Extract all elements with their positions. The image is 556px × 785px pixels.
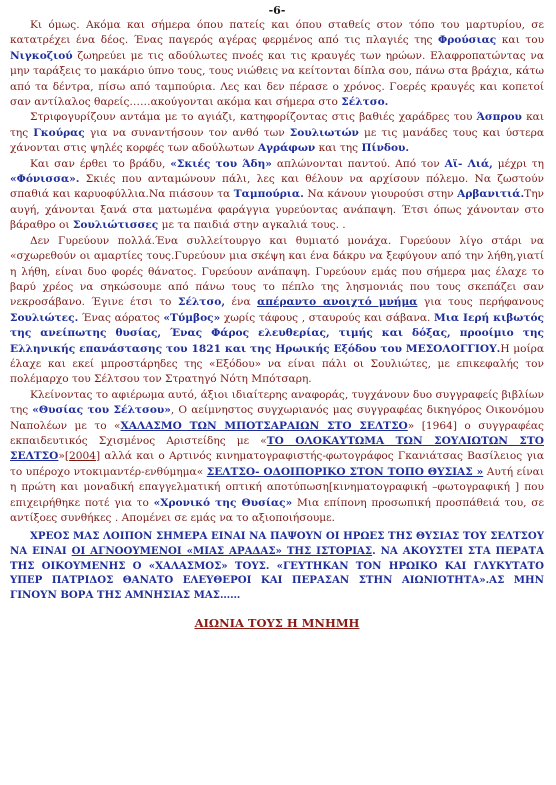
place-name: Πίνδου. bbox=[361, 142, 410, 155]
highlighted-term: Σουλιώτισσες bbox=[72, 219, 159, 232]
highlighted-term: Σουλιωτών bbox=[289, 126, 359, 139]
highlighted-term: Σουλιώτες. bbox=[10, 311, 79, 324]
underlined-phrase: απέραντο ανοιχτό μνήμα bbox=[257, 296, 418, 309]
book-title: ΤΟ ΟΛΟΚΑΥΤΩΜΑ ΤΩΝ ΣΟΥΛΙΩΤΩΝ ΣΤΟ ΣΕΛΤΣΟ bbox=[10, 434, 544, 463]
place-name: Ταμπούρια. bbox=[233, 188, 304, 201]
closing-line: ΑΙΩΝΙΑ ΤΟΥΣ Η ΜΝΗΜΗ bbox=[194, 616, 360, 631]
page-number: -6- bbox=[268, 4, 286, 17]
place-name: Αρβανιτιά. bbox=[457, 188, 525, 201]
place-name: Νιγκοζιού bbox=[10, 49, 73, 62]
document-page bbox=[10, 4, 544, 630]
place-name: «Φόνισσα». bbox=[10, 173, 80, 186]
paragraph-6: ΧΡΕΟΣ ΜΑΣ ΛΟΙΠΟΝ ΣΗΜΕΡΑ ΕΙΝΑΙ ΝΑ ΠΑΨΟΥΝ ΟΙ ΗΡΩΕΣ ΤΗΣ ΘΥΣΙΑΣ ΤΟΥ ΣΕΛΤΣΟΥ ΝΑ ΕΙΝΑΙ ΟΙ ΑΓΝΟΟΥΜΕΝΟΙ «ΜΙΑΣ ΑΡΑΔΑΣ» ΤΗΣ ΙΣΤΟΡΙΑΣ. ΝΑ ΑΚΟΥΣΤΕΙ ΣΤΑ ΠΕΡΑΤΑ ΤΗΣ ΟΙΚΟΥΜΕΝΗΣ Ο «ΧΑΛΑΣΜΟΣ» ΤΟΥΣ. «ΓΕΥΤΗΚΑΝ ΤΟΝ ΗΡΩΙΚΟ ΚΑΙ ΓΛΥΚΥΤΑΤΟ ΥΠΕΡ ΠΑΤΡΙΔΟΣ ΘΑΝΑΤΟ ΕΛΕΥΘΕΡΟΙ ΚΑΙ ΠΕΡΑΣΑΝ ΣΤΗΝ ΑΙΩΝΙΟΤΗΤΑ».ΑΣ ΜΗΝ ΓΙΝΟΥΝ ΒΟΡΑ ΤΗΣ ΑΜΝΗΣΙΑΣ ΜΑΣ…… bbox=[10, 530, 544, 601]
place-name: Αϊ- Λιά, bbox=[444, 157, 493, 170]
highlighted-term: «Σκιές του Άδη» bbox=[170, 157, 272, 170]
highlighted-term: «Τύμβος» bbox=[163, 311, 221, 324]
paragraph-2: Στριφογυρίζουν αντάμα με το αγιάζι, κατηφορίζοντας στις βαθιές χαράδρες του Άσπρου και της Γκούρας για να συναντήσουν τον ανθό των Σουλιωτών με τις μανάδες τους και ύστερα χάνονται στις ψηλές κορφές των αδούλωτων Αγράφων και της Πίνδου. bbox=[10, 111, 544, 155]
documentary-title: ΣΕΛΤΣΟ- ΟΔΟΙΠΟΡΙΚΟ ΣΤΟΝ ΤΟΠΟ ΘΥΣΙΑΣ » bbox=[206, 465, 484, 478]
publication-year: 2004 bbox=[69, 450, 96, 463]
paragraph-3: Και σαν έρθει το βράδυ, «Σκιές του Άδη» απλώνονται παντού. Από τον Αϊ- Λιά, μέχρι τη «Φόνισσα». Σκιές που ανταμώνουν πάλι, λες και θέλουν να αρχίσουν πόλεμο. Να ζωστούν σπαθιά και καρυοφύλλια.Να πιάσουν τα Ταμπούρια. Να κάνουν γιουρούσι στην Αρβανιτιά.Την αυγή, χάνονται ξανά στα ματωμένα φαράγγια γυρεύοντας ανάπαψη. Έτσι όπως χάνονταν στο βάραθρο οι Σουλιώτισσες με τα παιδιά στην αγκαλιά τους. . bbox=[10, 157, 544, 232]
place-name: Γκούρας bbox=[33, 126, 85, 139]
book-title: ΧΑΛΑΣΜΟ ΤΩΝ ΜΠΟΤΣΑΡΑΙΩΝ ΣΤΟ ΣΕΛΤΣΟ bbox=[120, 419, 408, 432]
place-name: Σέλτσο. bbox=[341, 96, 389, 109]
underlined-phrase: ΟΙ ΑΓΝΟΟΥΜΕΝΟΙ «ΜΙΑΣ ΑΡΑΔΑΣ» ΤΗΣ ΙΣΤΟΡΙΑΣ bbox=[71, 545, 373, 557]
place-name: Άσπρου bbox=[476, 111, 522, 124]
place-name: Φρούσιας bbox=[437, 34, 497, 47]
highlighted-term: «Χρονικό της Θυσίας» bbox=[153, 496, 293, 509]
paragraph-5: Κλείνοντας το αφιέρωμα αυτό, άξιοι ιδιαίτερης αναφοράς, τυγχάνουν δυο συγγραφείς βιβλίων της «Θυσίας του Σέλτσου», Ο αείμνηστος συγχωριανός μας συγγραφέας δικηγόρος Οικονόμου Ναπολέων με το «ΧΑΛΑΣΜΟ ΤΩΝ ΜΠΟΤΣΑΡΑΙΩΝ ΣΤΟ ΣΕΛΤΣΟ» [1964] ο συγγραφέας εκπαιδευτικός Σχισμένος Αριστείδης με «ΤΟ ΟΛΟΚΑΥΤΩΜΑ ΤΩΝ ΣΟΥΛΙΩΤΩΝ ΣΤΟ ΣΕΛΤΣΟ»[2004] αλλά και ο Αρτινός κινηματογραφιστής-φωτογράφος Γκανιάτσας Βασίλειος για το υπέροχο ντοκιμαντέρ-ενθύμημα« ΣΕΛΤΣΟ- ΟΔΟΙΠΟΡΙΚΟ ΣΤΟΝ ΤΟΠΟ ΘΥΣΙΑΣ » Αυτή είναι η πρώτη και μοναδική επαγγελματική οπτική αποτύπωση[κινηματογραφική –φωτογραφική ] που επιχειρήθηκε ποτέ για το «Χρονικό της Θυσίας» Μια επίπονη προσωπική προσπάθειά του, σε αντίξοες συνθήκες . Απομένει σε εμάς να το αξιοποιήσουμε. bbox=[10, 388, 544, 524]
place-name: Αγράφων bbox=[257, 142, 316, 155]
paragraph-4: Δεν Γυρεύουν πολλά.Ένα συλλείτουργο και θυμιατό μονάχα. Γυρεύουν λίγο στάρι να «σχωρεθούν οι αμαρτίες τους.Γυρεύουν μια σκέψη και ένα δάκρυ να ξεφύγουν από την λήθη,γιατί η λήθη, είναι δυο φορές θάνατος. Γυρεύουν ανάπαψη. Γυρεύουν εμάς που σήμερα μας έλαχε το βαρύ χρέος να σηκώσουμε από πάνω τους το πέπλο της λησμονιάς που τους σκεπάζει σαν νεκροσάβανο. Έγινε έτσι το Σέλτσο, ένα απέραντο ανοιχτό μνήμα για τους περήφανους Σουλιώτες. Ένας αόρατος «Τύμβος» χωρίς τάφους , σταυρούς και σάβανα. Μια Ιερή κιβωτός της ανείπωτης θυσίας, Ένας Φάρος ελευθερίας, τιμής και δόξας, προοίμιο της Ελληνικής επανάστασης του 1821 και της Ηρωικής Εξόδου του ΜΕΣΟΛΟΓΓΙΟΥ.Η μοίρα έλαχε και εκεί μπροστάρηδες της «Εξόδου» να είναι πάλι οι Σουλιώτες, με επικεφαλής τον πολέμαρχο του Σέλτσου τον Στρατηγό Νότη Μπότσαρη. bbox=[10, 234, 545, 386]
place-name: Σέλτσο, bbox=[177, 296, 226, 309]
book-title: «Θυσίας του Σέλτσου» bbox=[32, 404, 171, 417]
paragraph-1: Κι όμως. Ακόμα και σήμερα όπου πατείς και όπου σταθείς στον τόπο του μαρτυρίου, σε κατατρέχει ένα δέος. Ένας παγερός αγέρας φερμένος από τις πλαγιές της Φρούσιας και του Νιγκοζιού ζωηρεύει με τις αδούλωτες πνοές και τις κραυγές των ηρώων. Ελαφροπατώντας να μην ταράξεις το μακάριο ύπνο τους, τους νιώθεις να κείτονται δίπλα σου, πάνω στα βράχια, κάτω από τα δέντρα, πίσω από ταμπούρια. Λες και δεν πέρασε ο χρόνος. Γοερές κραυγές και κοπετοί σαν αντίλαλος θαρείς……ακούγονται ακόμα και σήμερα στο Σέλτσο. bbox=[10, 19, 545, 109]
highlighted-passage: Μια Ιερή κιβωτός της ανείπωτης θυσίας, Ένας Φάρος ελευθερίας, τιμής και δόξας, προοίμιο της Ελληνικής επανάστασης του 1821 και της Ηρωικής Εξόδου του ΜΕΣΟΛΟΓΓΙΟΥ. bbox=[10, 311, 545, 355]
